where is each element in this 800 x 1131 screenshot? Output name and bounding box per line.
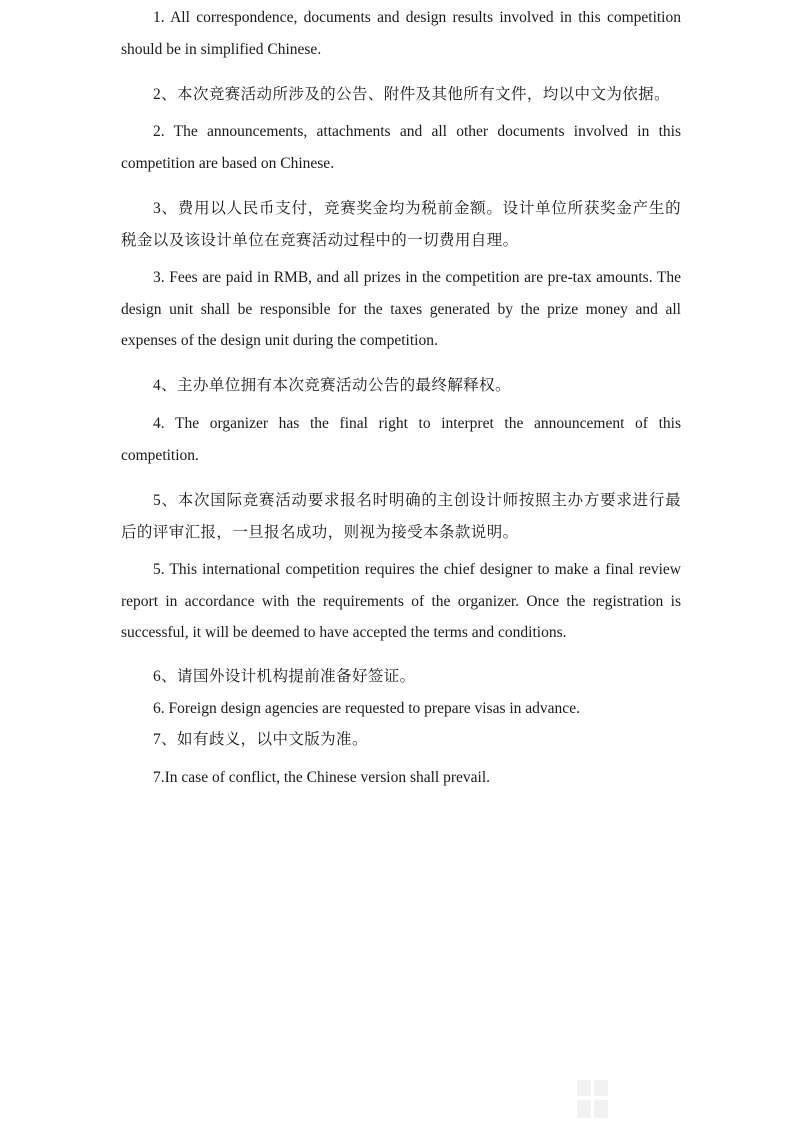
paragraph-en-7: 7.In case of conflict, the Chinese version shall prevail.: [153, 769, 491, 786]
paragraph-cn-5: 5、本次国际竞赛活动要求报名时明确的主创设计师按照主办方要求进行最后的评审汇报，一旦报名成功，则视为接受本条款说明。: [121, 492, 681, 541]
paragraph-cn-7: 7、如有歧义，以中文版为准。: [153, 731, 368, 748]
paragraph-cn-2: 2、本次竞赛活动所涉及的公告、附件及其他所有文件，均以中文为依据。: [153, 86, 670, 103]
paragraph-en-2: 2. The announcements, attachments and all other documents involved in this competition are based on Chinese.: [121, 123, 681, 172]
publisher-logo-icon: [577, 1080, 609, 1120]
paragraph-cn-3: 3、费用以人民币支付，竞赛奖金均为税前金额。设计单位所获奖金产生的税金以及该设计单位在竞赛活动过程中的一切费用自理。: [121, 200, 681, 249]
paragraph-en-6: 6. Foreign design agencies are requested to prepare visas in advance.: [153, 700, 580, 717]
paragraph-en-5: 5. This international competition requires the chief designer to make a final review report in accordance with the requirements of the organizer. Once the registration is successful, it will be deemed to have accepted the terms and conditions.: [121, 561, 681, 641]
paragraph-en-4: 4. The organizer has the final right to interpret the announcement of this competition.: [121, 415, 681, 464]
paragraph-cn-6: 6、请国外设计机构提前准备好签证。: [153, 668, 416, 685]
paragraph-en-3: 3. Fees are paid in RMB, and all prizes in the competition are pre-tax amounts. The design unit shall be responsible for the taxes generated by the prize money and all expenses of the design unit during the competition.: [121, 269, 681, 349]
paragraph-cn-4: 4、主办单位拥有本次竞赛活动公告的最终解释权。: [153, 377, 511, 394]
paragraph-en-1: 1. All correspondence, documents and design results involved in this competition should be in simplified Chinese.: [121, 9, 681, 58]
